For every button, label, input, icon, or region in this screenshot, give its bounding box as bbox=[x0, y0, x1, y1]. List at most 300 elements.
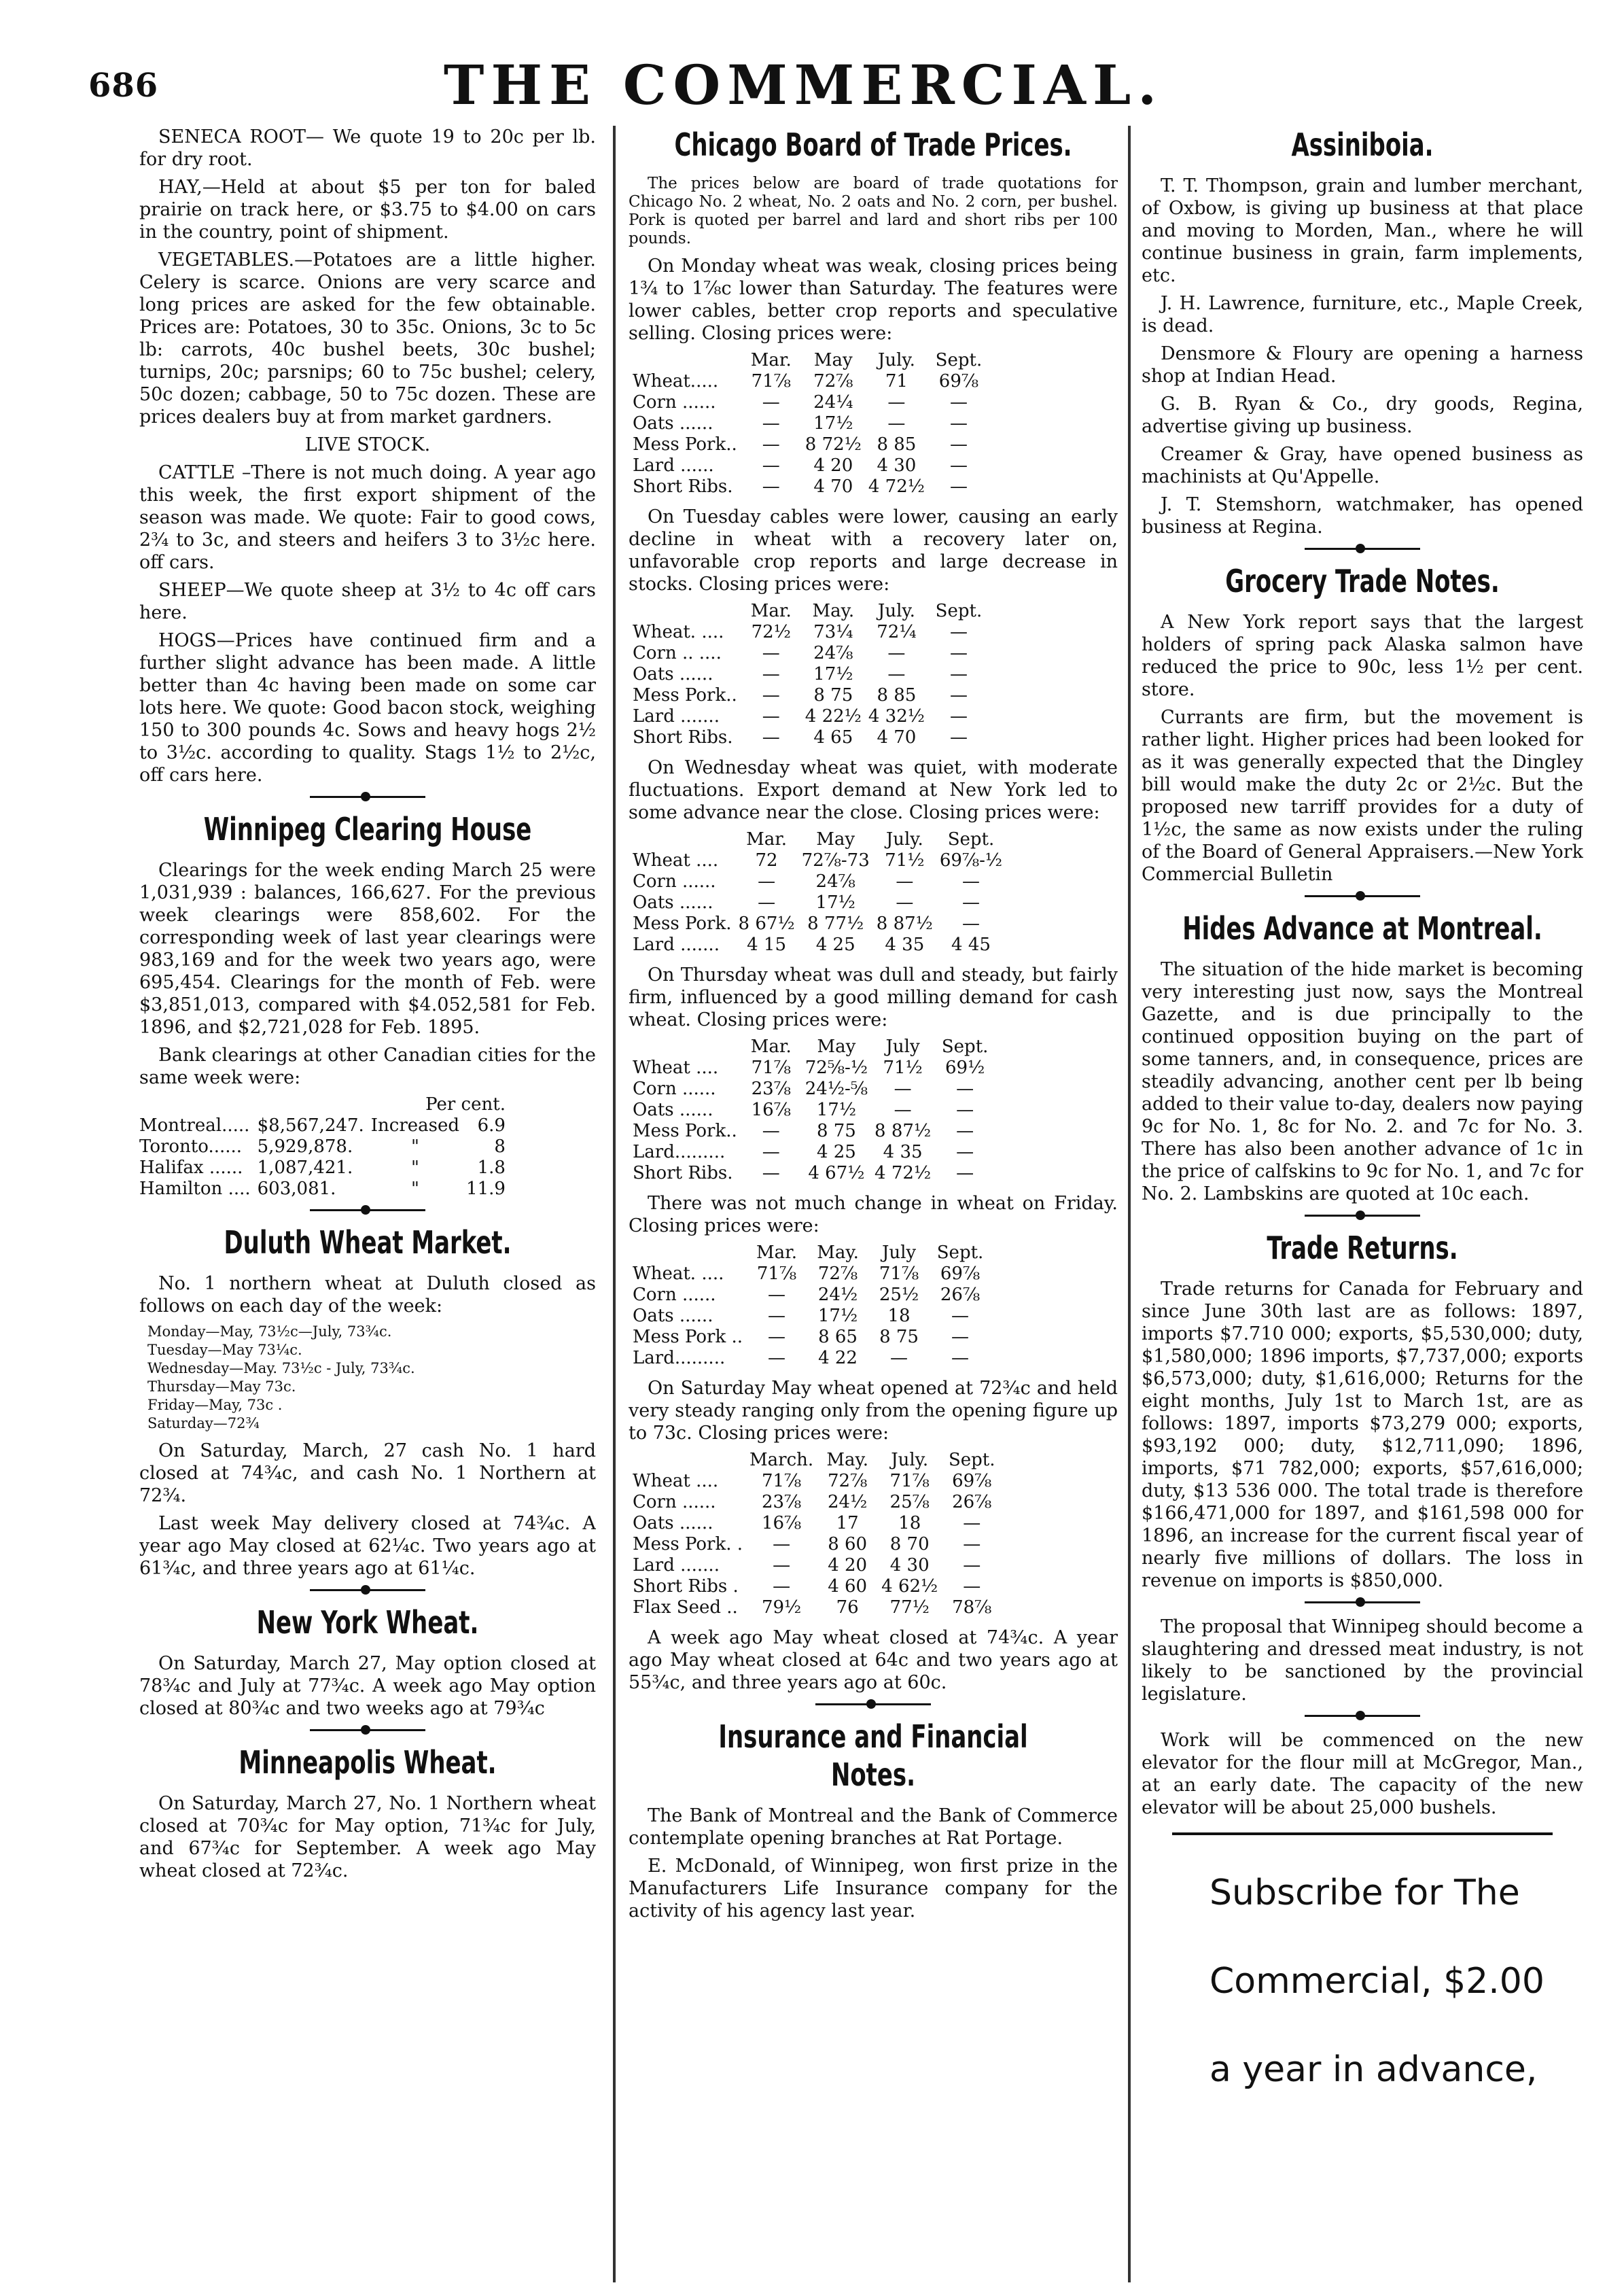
table-cell: Corn ...... bbox=[633, 871, 716, 892]
table-cell: — bbox=[963, 1534, 981, 1554]
table-cell: 23⅞ bbox=[751, 1079, 791, 1099]
wednesday-paragraph: On Wednesday wheat was quiet, with moderate fluctuations. Export demand at New York led to some advance near the close. Closing prices were: bbox=[629, 757, 1118, 823]
table-row bbox=[633, 1079, 999, 1100]
column-rule bbox=[613, 126, 616, 2282]
city-cell: Halifax ...... bbox=[139, 1158, 243, 1178]
table-cell: — bbox=[949, 413, 968, 434]
monday-table bbox=[633, 350, 993, 498]
sheep-paragraph: SHEEP—We quote sheep at 3½ to 4c off cars here. bbox=[139, 580, 596, 623]
column-left bbox=[139, 126, 596, 2289]
table-cell: — bbox=[762, 727, 780, 748]
tuesday-table bbox=[633, 601, 993, 748]
table-row bbox=[633, 455, 993, 476]
table-cell: Corn ...... bbox=[633, 1285, 716, 1305]
table-cell: 71⅞ bbox=[761, 1471, 802, 1491]
table-cell: 71½ bbox=[883, 1058, 923, 1078]
grocery-heading: Grocery Trade Notes. bbox=[1225, 563, 1500, 599]
table-cell: Lard......... bbox=[633, 1348, 726, 1368]
table-cell: Corn ...... bbox=[633, 392, 716, 413]
table-cell: Wheat .... bbox=[633, 850, 719, 871]
table-row bbox=[633, 892, 1009, 914]
amount-cell: $8,567,247. bbox=[257, 1115, 364, 1136]
insurance-paragraph-2: E. McDonald, of Winnipeg, won first prize in the Manufacturers Life Insurance company for the activity of his agency last year. bbox=[629, 1856, 1118, 1921]
table-cell: — bbox=[768, 1327, 786, 1347]
amount-cell: 1,087,421. bbox=[257, 1158, 353, 1178]
city-cell: Montreal..... bbox=[139, 1115, 250, 1136]
table-header-cell: Sept. bbox=[947, 829, 995, 850]
table-row bbox=[633, 664, 993, 685]
new-york-paragraph: On Saturday, March 27, May option closed at 78¾c and July at 77¾c. A week ago May option closed at 80¾c and two weeks ago at 79¾c bbox=[139, 1653, 596, 1719]
percent-cell: 11.9 bbox=[466, 1179, 506, 1199]
table-header-cell: Mar. bbox=[746, 829, 788, 850]
winnipeg-paragraph: Clearings for the week ending March 25 were 1,031,939 : balances, 166,627. For the previous week clearings were 858,602. For the corresponding week of last year clearings were 983,169 and for the week two years ago, were 695,454. Clearings for the month of Feb. were $3,851,013, compared with $4.052,581 for Feb. 1896, and $2,721,028 for Feb. 1895. bbox=[139, 860, 596, 1038]
table-cell: — bbox=[762, 1121, 780, 1141]
table-header-cell: Mar. bbox=[756, 1242, 798, 1263]
table-cell: 4 30 bbox=[877, 455, 917, 476]
table-row bbox=[633, 1306, 994, 1327]
table-header-cell: May. bbox=[812, 601, 855, 621]
table-cell: 4 20 bbox=[813, 455, 853, 476]
table-header-cell: July. bbox=[877, 350, 915, 370]
percent-cell: 1.8 bbox=[477, 1158, 506, 1178]
table-header-cell: Mar. bbox=[750, 1037, 792, 1057]
table-cell: 69⅞ bbox=[952, 1471, 992, 1491]
table-cell: 71⅞ bbox=[756, 1264, 797, 1284]
table-header-cell: July. bbox=[891, 1450, 929, 1470]
table-cell: 26⅞ bbox=[940, 1285, 981, 1305]
table-cell: — bbox=[887, 392, 906, 413]
table-cell: 24½-⅝ bbox=[805, 1079, 868, 1099]
table-row bbox=[633, 850, 1009, 871]
hay-paragraph: HAY,—Held at about $5 per ton for baled prairie on track here, or $3.75 to $4.00 on cars in the country, point of shipment. bbox=[139, 177, 596, 243]
table-cell: — bbox=[773, 1534, 791, 1554]
list-item: Wednesday—May. 73½c - July, 73¾c. bbox=[147, 1360, 415, 1376]
table-cell: Oats ...... bbox=[633, 892, 713, 913]
table-cell: — bbox=[949, 685, 968, 706]
table-cell: — bbox=[887, 643, 906, 663]
duluth-daily-list bbox=[139, 1323, 596, 1433]
table-cell: 71⅞ bbox=[751, 371, 791, 392]
table-cell: Lard ....... bbox=[633, 935, 720, 955]
table-cell: — bbox=[894, 1100, 912, 1120]
table-row bbox=[139, 1136, 512, 1158]
column-middle bbox=[629, 126, 1118, 2289]
section-separator bbox=[1305, 1601, 1420, 1603]
table-cell: 69⅞ bbox=[938, 371, 979, 392]
table-cell: 4 22 bbox=[818, 1348, 858, 1368]
table-cell: — bbox=[962, 914, 980, 934]
table-cell: 8 85 bbox=[877, 685, 917, 706]
table-header-cell bbox=[633, 1242, 749, 1264]
table-cell: 69½ bbox=[944, 1058, 985, 1078]
page-header bbox=[0, 48, 1607, 117]
table-cell: — bbox=[949, 643, 968, 663]
table-cell: 4 35 bbox=[885, 935, 925, 955]
monday-paragraph: On Monday wheat was weak, closing prices being 1¾ to 1⅞c lower than Saturday. The features were lower cables, better crop reports and speculative selling. Closing prices were: bbox=[629, 256, 1118, 344]
table-cell: — bbox=[949, 392, 968, 413]
table-cell: Corn ...... bbox=[633, 1492, 716, 1512]
clearings-table bbox=[139, 1094, 512, 1200]
duluth-paragraph: No. 1 northern wheat at Duluth closed as follows on each day of the week: bbox=[139, 1273, 596, 1317]
table-cell: 24⅞ bbox=[815, 871, 855, 892]
duluth-last-week-paragraph: Last week May delivery closed at 74¾c. A year ago May closed at 62¼c. Two years ago at 61¾c, and three years ago at 61¼c. bbox=[139, 1513, 596, 1579]
table-cell: 8 85 bbox=[877, 434, 917, 455]
section-separator bbox=[1305, 548, 1420, 550]
subscribe-line: Subscribe for The bbox=[1209, 1873, 1520, 1913]
new-york-heading: New York Wheat. bbox=[256, 1604, 479, 1641]
table-cell: — bbox=[773, 1555, 791, 1576]
friday-paragraph: There was not much change in wheat on Friday. Closing prices were: bbox=[629, 1193, 1118, 1236]
percent-header: Per cent. bbox=[425, 1094, 506, 1115]
table-cell: 4 70 bbox=[877, 727, 917, 748]
table-cell: — bbox=[773, 1576, 791, 1597]
column-right bbox=[1142, 126, 1583, 2289]
table-cell: 4 35 bbox=[883, 1142, 923, 1162]
table-cell: 18 bbox=[887, 1306, 911, 1326]
table-cell: 72⅞ bbox=[813, 371, 853, 392]
table-cell: — bbox=[762, 685, 780, 706]
table-cell: 17½ bbox=[813, 664, 853, 684]
list-item: Monday—May, 73½c—July, 73¾c. bbox=[147, 1323, 392, 1340]
table-cell: 8 87½ bbox=[875, 1121, 932, 1141]
grocery-paragraph-1: A New York report says that the largest holders of spring pack Alaska salmon have reduced the price to 90c, less 1½ per cent. store. bbox=[1142, 612, 1583, 700]
table-cell: Wheat. .... bbox=[633, 1264, 724, 1284]
table-cell: — bbox=[762, 706, 780, 727]
table-cell: — bbox=[956, 1079, 974, 1099]
table-cell bbox=[139, 1094, 258, 1115]
table-cell: — bbox=[762, 643, 780, 663]
vegetables-paragraph: VEGETABLES.—Potatoes are a little higher. Celery is scarce. Onions are very scarce and long prices are asked for the few obtainable. Prices are: Potatoes, 30 to 35c. Onions, 3c to 5c lb: carrots, 40c bushel beets, 30c bushel; turnips, 20c; parsnips; 60 to 75c bushel; celery, 50c dozen; cabbage, 50 to 75c dozen. These are prices dealers buy at from market gardners. bbox=[139, 249, 596, 428]
table-cell: Corn ...... bbox=[633, 1079, 716, 1099]
subscribe-line: Commercial, $2.00 bbox=[1209, 1961, 1544, 2002]
table-header-cell: Sept. bbox=[941, 1037, 989, 1057]
table-cell: Mess Pork. bbox=[633, 914, 732, 934]
table-cell: — bbox=[956, 1121, 974, 1141]
list-item: T. T. Thompson, grain and lumber merchant, of Oxbow, is giving up business at that place and moving to Morden, Man., where he will continue business in grain, farm implements, etc. bbox=[1142, 175, 1583, 286]
table-cell: 16⅞ bbox=[761, 1513, 802, 1533]
insurance-paragraph-1: The Bank of Montreal and the Bank of Commerce contemplate opening branches at Rat Portage. bbox=[629, 1805, 1118, 1849]
table-cell: 23⅞ bbox=[761, 1492, 802, 1512]
table-cell: Oats ...... bbox=[633, 1513, 713, 1533]
saturday-paragraph: On Saturday May wheat opened at 72¾c and held very steady ranging only from the opening figure up to 73c. Closing prices were: bbox=[629, 1378, 1118, 1444]
list-item: J. T. Stemshorn, watchmaker, has opened business at Regina. bbox=[1142, 494, 1583, 538]
table-cell: Wheat .... bbox=[633, 1058, 719, 1078]
table-cell: 25½ bbox=[879, 1285, 919, 1305]
chicago-heading: Chicago Board of Trade Prices. bbox=[674, 126, 1072, 163]
masthead: THE COMMERCIAL. bbox=[443, 53, 1164, 117]
table-row bbox=[633, 706, 993, 727]
table-header-cell: July bbox=[885, 1037, 920, 1057]
table-cell: — bbox=[956, 1142, 974, 1162]
list-item: Friday—May, 73c . bbox=[147, 1397, 283, 1413]
table-header-cell: May. bbox=[826, 1450, 868, 1470]
table-cell: Wheat. .... bbox=[633, 622, 724, 642]
table-cell: 24½ bbox=[817, 1285, 858, 1305]
thursday-table bbox=[633, 1037, 999, 1184]
table-row bbox=[139, 1179, 512, 1200]
table-cell: 76 bbox=[836, 1597, 859, 1618]
table-cell: — bbox=[951, 1327, 970, 1347]
table-row bbox=[633, 935, 1009, 956]
table-row bbox=[633, 371, 993, 392]
change-cell: Increased bbox=[370, 1115, 460, 1136]
table-header bbox=[633, 1037, 999, 1058]
table-cell: 72⅞ bbox=[828, 1471, 868, 1491]
table-cell: Lard ...... bbox=[633, 455, 714, 476]
table-cell: 72⅞ bbox=[817, 1264, 858, 1284]
percent-cell: 8 bbox=[494, 1136, 506, 1157]
list-item: J. H. Lawrence, furniture, etc., Maple Creek, is dead. bbox=[1142, 293, 1583, 336]
table-row bbox=[633, 1163, 999, 1184]
table-cell: 4 72½ bbox=[868, 476, 925, 497]
table-cell bbox=[258, 1094, 371, 1115]
amount-cell: 603,081. bbox=[257, 1179, 336, 1199]
live-stock-heading: LIVE STOCK. bbox=[304, 434, 431, 455]
table-row bbox=[139, 1115, 512, 1136]
table-cell: — bbox=[896, 871, 914, 892]
table-header bbox=[633, 601, 993, 622]
table-header-cell: Sept. bbox=[948, 1450, 995, 1470]
minneapolis-paragraph: On Saturday, March 27, No. 1 Northern wheat closed at 70¾c for May option, 71¾c for July, and 67¾c for September. A week ago May wheat closed at 72¾c. bbox=[139, 1793, 596, 1881]
table-cell: — bbox=[956, 1163, 974, 1183]
table-cell: — bbox=[949, 455, 968, 476]
list-item: Thursday—May 73c. bbox=[147, 1378, 296, 1395]
hides-paragraph: The situation of the hide market is becoming very interesting just now, says the Montreal Gazette, and is due principally to the continued opposition buying on the part of some tanners, and, in consequence, prices are steadily advancing, another cent per lb being added to their value to-day, dealers now paying 9c for No. 1, 8c for No. 2. and 7c for No. 3. There has also been another advance of 1c in the price of calfskins to 9c for No. 1, and 7c for No. 2. Lambskins are quoted at 10c each. bbox=[1142, 959, 1583, 1204]
city-cell: Toronto...... bbox=[139, 1136, 243, 1157]
table-cell: — bbox=[762, 1163, 780, 1183]
table-row bbox=[633, 1597, 1006, 1618]
table-cell: Wheat..... bbox=[633, 371, 719, 392]
seneca-paragraph: SENECA ROOT— We quote 19 to 20c per lb. for dry root. bbox=[139, 126, 596, 170]
table-cell: Mess Pork.. bbox=[633, 685, 737, 706]
table-cell: 8 67½ bbox=[738, 914, 795, 934]
table-cell: — bbox=[956, 1100, 974, 1120]
table-cell: Mess Pork.. bbox=[633, 434, 737, 455]
table-cell: 72 bbox=[755, 850, 778, 871]
list-item: Creamer & Gray, have opened business as machinists at Qu'Appelle. bbox=[1142, 444, 1583, 487]
table-row bbox=[633, 1555, 1006, 1576]
table-row bbox=[633, 871, 1009, 892]
table-row bbox=[633, 1100, 999, 1121]
column-rule bbox=[1128, 126, 1131, 2282]
table-row bbox=[633, 392, 993, 413]
table-cell: 4 20 bbox=[828, 1555, 868, 1576]
assiniboia-heading: Assiniboia. bbox=[1291, 126, 1434, 163]
table-cell: Lard......... bbox=[633, 1142, 726, 1162]
section-separator bbox=[310, 796, 425, 798]
table-cell: 4 60 bbox=[828, 1576, 868, 1597]
table-cell: 71 bbox=[885, 371, 908, 392]
table-header-cell bbox=[633, 829, 739, 850]
table-header-cell: May bbox=[816, 829, 855, 850]
table-header bbox=[633, 350, 993, 371]
section-separator bbox=[310, 1729, 425, 1731]
table-cell: Corn .. .... bbox=[633, 643, 722, 663]
grocery-paragraph-2: Currants are firm, but the movement is rather light. Higher prices had been looked for as it was generally expected that the Dingley bill would make the duty 2c or 2½c. But the proposed new tarriff provides for a duty of 1½c, the same as now exists under the ruling of the Board of General Appraisers.—New York Commercial Bulletin bbox=[1142, 707, 1583, 885]
table-row bbox=[633, 685, 993, 706]
table-cell: 8 65 bbox=[818, 1327, 858, 1347]
table-cell: — bbox=[768, 1285, 786, 1305]
table-cell: 71⅞ bbox=[879, 1264, 919, 1284]
table-row bbox=[633, 1348, 994, 1369]
table-header-cell: Mar. bbox=[750, 601, 792, 621]
table-cell: 71⅞ bbox=[889, 1471, 930, 1491]
hogs-paragraph: HOGS—Prices have continued firm and a further slight advance has been made. A little better than 4c having been made on some car lots here. We quote: Good bacon stock, weighing 150 to 300 pounds 4c. Sows and heavy hogs 2½ to 3½c. according to quality. Stags 1½ to 2½c, off cars here. bbox=[139, 630, 596, 786]
table-cell: 17½ bbox=[817, 1306, 858, 1326]
section-separator bbox=[1305, 895, 1420, 897]
table-row bbox=[633, 1327, 994, 1348]
table-header-cell: July. bbox=[885, 829, 923, 850]
table-cell: 4 25 bbox=[816, 1142, 856, 1162]
change-cell: " bbox=[410, 1158, 419, 1178]
table-cell: 8 87½ bbox=[876, 914, 933, 934]
table-cell: 4 62½ bbox=[881, 1576, 938, 1597]
table-cell: — bbox=[963, 1576, 981, 1597]
table-header-cell: May bbox=[817, 1037, 856, 1057]
table-cell: 79½ bbox=[761, 1597, 802, 1618]
amount-cell: 5,929,878. bbox=[257, 1136, 353, 1157]
table-row bbox=[139, 1158, 512, 1179]
table-header bbox=[633, 1450, 1006, 1471]
bank-clearings-paragraph: Bank clearings at other Canadian cities for the same week were: bbox=[139, 1045, 596, 1088]
table-cell: 4 72½ bbox=[875, 1163, 932, 1183]
table-row bbox=[633, 1576, 1006, 1597]
change-cell: " bbox=[410, 1179, 419, 1199]
duluth-heading: Duluth Wheat Market. bbox=[224, 1224, 512, 1261]
table-row bbox=[633, 1513, 1006, 1534]
table-cell: 4 32½ bbox=[868, 706, 925, 727]
table-cell: 71½ bbox=[885, 850, 925, 871]
table-header-cell bbox=[633, 1450, 749, 1471]
duluth-saturday-paragraph: On Saturday, March, 27 cash No. 1 hard closed at 74¾c, and cash No. 1 Northern at 72¾. bbox=[139, 1440, 596, 1506]
table-cell: 72⅝-½ bbox=[805, 1058, 868, 1078]
table-cell: Wheat .... bbox=[633, 1471, 719, 1491]
table-cell: — bbox=[963, 1513, 981, 1533]
table-row bbox=[633, 1264, 994, 1285]
table-cell: Mess Pork. . bbox=[633, 1534, 743, 1554]
table-cell: — bbox=[949, 476, 968, 497]
table-cell: Flax Seed .. bbox=[633, 1597, 738, 1618]
table-cell: 18 bbox=[898, 1513, 921, 1533]
section-separator bbox=[1172, 1832, 1553, 1835]
table-cell: — bbox=[894, 1079, 912, 1099]
table-row bbox=[633, 1142, 999, 1163]
friday-table bbox=[633, 1242, 994, 1369]
table-cell: Lard ....... bbox=[633, 1555, 720, 1576]
table-row bbox=[633, 413, 993, 434]
table-cell: — bbox=[949, 434, 968, 455]
table-header-cell bbox=[633, 1037, 744, 1058]
table-cell: Oats ...... bbox=[633, 1100, 713, 1120]
table-cell: 72½ bbox=[751, 622, 791, 642]
table-cell: — bbox=[762, 434, 780, 455]
table-cell: 16⅞ bbox=[751, 1100, 791, 1120]
table-cell: 4 25 bbox=[815, 935, 855, 955]
table-cell: — bbox=[887, 664, 906, 684]
table-cell: — bbox=[949, 664, 968, 684]
table-cell: — bbox=[762, 392, 780, 413]
table-header bbox=[633, 829, 1009, 850]
percent-cell: 6.9 bbox=[477, 1115, 506, 1136]
section-separator bbox=[1305, 1715, 1420, 1717]
table-cell: Short Ribs . bbox=[633, 1576, 739, 1597]
table-row bbox=[633, 1121, 999, 1142]
table-cell: 17 bbox=[836, 1513, 859, 1533]
table-cell: — bbox=[949, 706, 968, 727]
table-row bbox=[633, 1471, 1006, 1492]
table-cell: 26⅞ bbox=[952, 1492, 992, 1512]
subscribe-line: a year in advance, bbox=[1209, 2049, 1538, 2090]
subscribe-notice bbox=[1142, 1849, 1583, 2114]
table-cell: 4 70 bbox=[813, 476, 853, 497]
table-cell: 72⅞-73 bbox=[801, 850, 870, 871]
table-cell: — bbox=[962, 871, 980, 892]
table-cell: 17½ bbox=[813, 413, 853, 434]
page-number: 686 bbox=[88, 67, 159, 105]
table-cell: — bbox=[962, 892, 980, 913]
city-cell: Hamilton .... bbox=[139, 1179, 251, 1199]
table-cell: 8 75 bbox=[879, 1327, 919, 1347]
thursday-paragraph: On Thursday wheat was dull and steady, but fairly firm, influenced by a good milling demand for cash wheat. Closing prices were: bbox=[629, 964, 1118, 1030]
table-cell: 69⅞-½ bbox=[939, 850, 1003, 871]
table-cell: Lard ....... bbox=[633, 706, 720, 727]
table-cell: — bbox=[949, 727, 968, 748]
proposal-paragraph: The proposal that Winnipeg should become a slaughtering and dressed meat industry, is not likely to be sanctioned by the provincial legislature. bbox=[1142, 1616, 1583, 1705]
table-header-cell: Sept. bbox=[935, 601, 983, 621]
table-cell: Mess Pork .. bbox=[633, 1327, 743, 1347]
table-cell: 8 60 bbox=[828, 1534, 868, 1554]
table-cell: — bbox=[762, 476, 780, 497]
table-header bbox=[633, 1242, 994, 1264]
table-cell: Short Ribs. bbox=[633, 1163, 733, 1183]
section-separator bbox=[310, 1589, 425, 1591]
table-cell: — bbox=[951, 1348, 970, 1368]
table-row bbox=[633, 1534, 1006, 1555]
table-cell: 71⅞ bbox=[751, 1058, 791, 1078]
table-cell: — bbox=[963, 1555, 981, 1576]
table-row bbox=[633, 476, 993, 498]
table-cell: — bbox=[758, 892, 776, 913]
table-cell: 4 30 bbox=[889, 1555, 930, 1576]
table-cell: 25⅞ bbox=[889, 1492, 930, 1512]
table-row bbox=[633, 434, 993, 455]
table-row bbox=[633, 914, 1009, 935]
table-cell: — bbox=[762, 455, 780, 476]
table-cell: — bbox=[768, 1348, 786, 1368]
table-row bbox=[633, 622, 993, 643]
table-cell: — bbox=[762, 664, 780, 684]
table-cell: 17½ bbox=[815, 892, 855, 913]
table-cell: Oats ...... bbox=[633, 413, 713, 434]
table-row bbox=[633, 1492, 1006, 1513]
table-cell: 17½ bbox=[816, 1100, 857, 1120]
table-header-cell: May. bbox=[817, 1242, 859, 1263]
elevator-paragraph: Work will be commenced on the new elevator for the flour mill at McGregor, Man., at an early date. The capacity of the new elevator will be about 25,000 bushels. bbox=[1142, 1730, 1583, 1818]
table-cell: 8 70 bbox=[889, 1534, 930, 1554]
table-cell: 4 65 bbox=[813, 727, 853, 748]
table-header-cell: March. bbox=[749, 1450, 814, 1470]
list-item: G. B. Ryan & Co., dry goods, Regina, advertise giving up business. bbox=[1142, 394, 1583, 437]
table-cell: 8 72½ bbox=[805, 434, 862, 455]
table-cell: — bbox=[887, 413, 906, 434]
table-cell: 4 45 bbox=[951, 935, 991, 955]
table-cell: 4 67½ bbox=[808, 1163, 865, 1183]
table-header-cell bbox=[633, 350, 744, 371]
table-cell: 4 22½ bbox=[805, 706, 862, 727]
chicago-note: The prices below are board of trade quotations for Chicago No. 2 wheat, No. 2 oats and No. 2 corn, per bushel. Pork is quoted per barrel and lard and short ribs per 100 pounds. bbox=[629, 175, 1118, 247]
minneapolis-heading: Minneapolis Wheat. bbox=[239, 1744, 497, 1781]
table-cell: 4 15 bbox=[747, 935, 786, 955]
